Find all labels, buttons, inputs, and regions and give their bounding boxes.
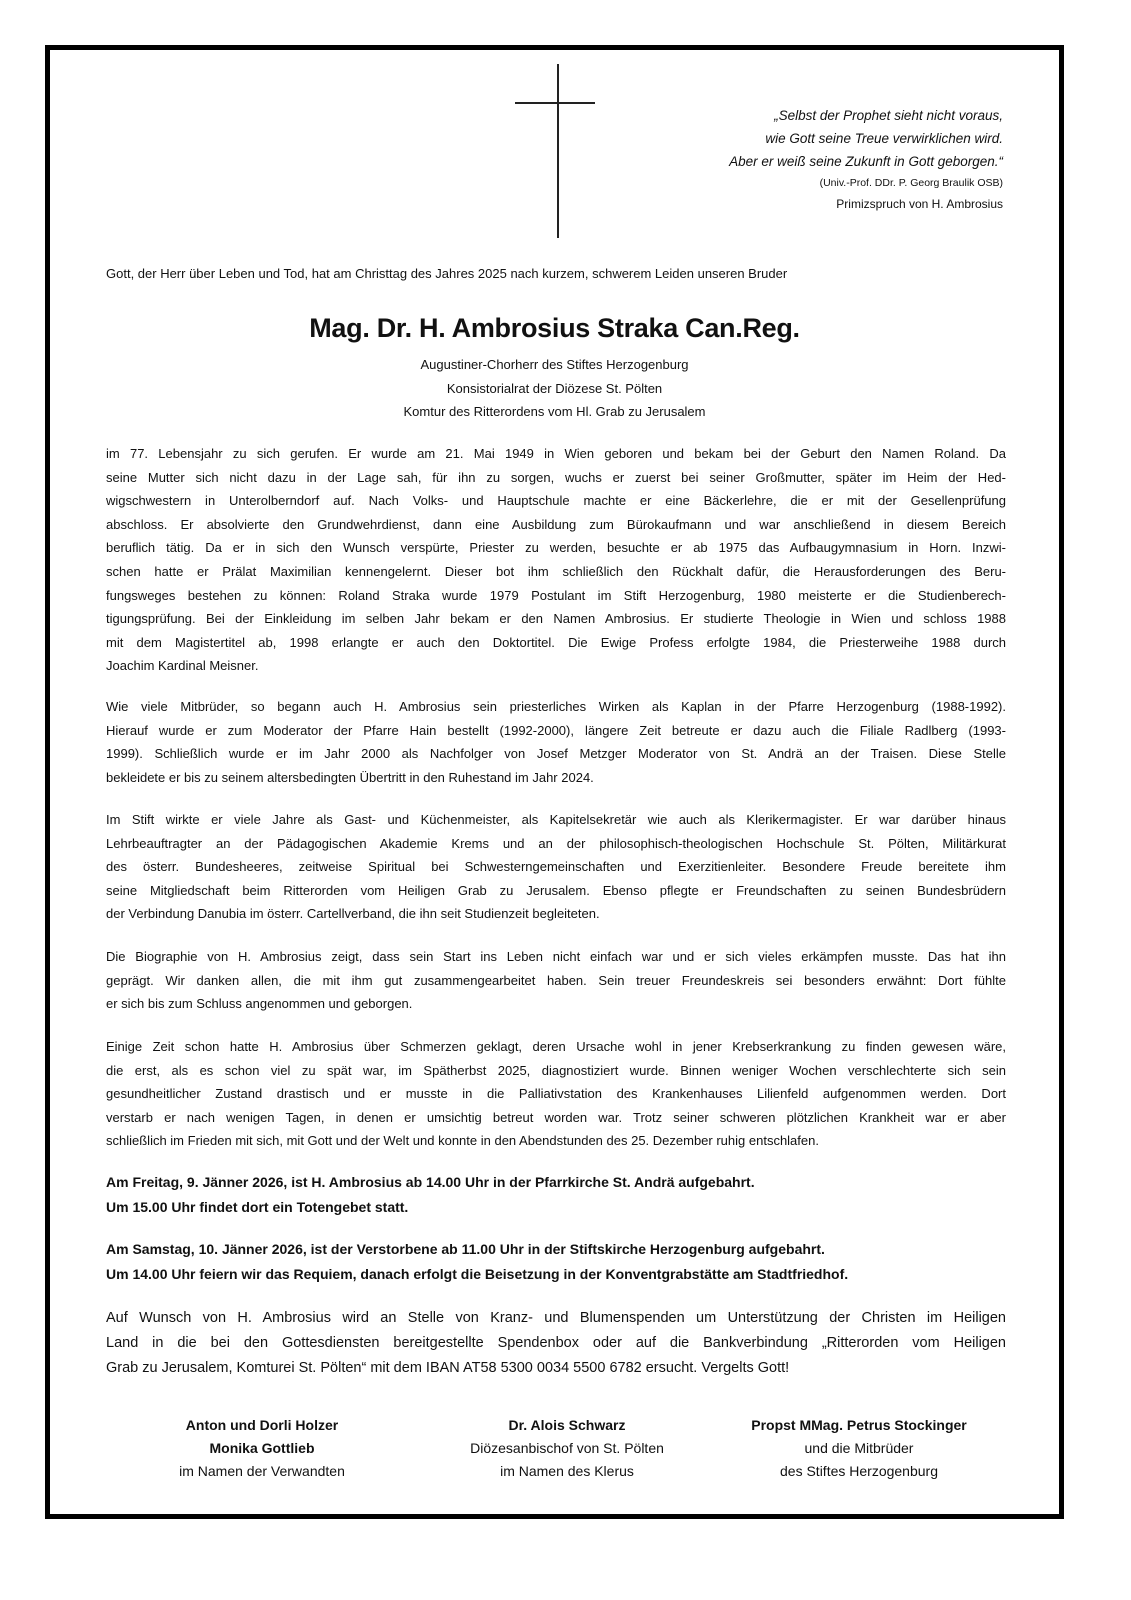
deceased-title: Augustiner-Chorherr des Stiftes Herzogenburg [420, 357, 689, 372]
text-line: schließlich im Frieden mit sich, mit Gott und der Welt und konnte in den Abendstunden des 25. Dezember ruhig entschlafen. [106, 1133, 819, 1149]
deceased-title: Komtur des Ritterordens vom Hl. Grab zu Jerusalem [403, 404, 706, 419]
event-viewing-friday [106, 1170, 755, 1220]
signatory-name: Anton und Dorli Holzer [185, 1417, 339, 1433]
event-line: Am Freitag, 9. Jänner 2026, ist H. Ambrosius ab 14.00 Uhr in der Pfarrkirche St. Andrä aufgebahrt. [106, 1174, 755, 1190]
signatory-name: Dr. Alois Schwarz [508, 1417, 626, 1433]
event-line: Um 14.00 Uhr feiern wir das Requiem, danach erfolgt die Beisetzung in der Konventgrabstätte am Stadtfriedhof. [106, 1266, 849, 1282]
text-line: tigungsprüfung. Bei der Einkleidung im selben Jahr bekam er den Namen Ambrosius. Er studierte Theologie in Wien und schloss 1988 [106, 611, 1006, 627]
biography-paragraph-2 [106, 695, 1006, 789]
signatory-role: und die Mitbrüder [804, 1440, 914, 1456]
donation-request [106, 1306, 1006, 1381]
text-line: im 77. Lebensjahr zu sich gerufen. Er wurde am 21. Mai 1949 in Wien geboren und bekam bei der Geburt den Namen Roland. Da [106, 446, 1006, 461]
text-line: verstarb er nach wenigen Tagen, in denen er umsichtig betreut worden war. Trotz seiner schweren plötzlichen Krankheit war er aber [106, 1109, 1006, 1125]
text-line: fungsweges bestehen zu können: Roland Straka wurde 1979 Postulant im Stift Herzogenburg, 1980 meisterte er die Studienberech- [106, 587, 1006, 603]
biography-paragraph-4 [106, 945, 1006, 1016]
event-requiem-saturday [106, 1237, 848, 1287]
text-line: schen hatte er Prälat Maximilian kennengelernt. Dieser bot ihm schließlich den Rückhalt dafür, die Herausforderungen des Beru- [106, 563, 1006, 579]
signatory-role: im Namen des Klerus [500, 1463, 634, 1479]
text-line: der Verbindung Danubia im österr. Cartellverband, die ihn seit Studienzeit begleiteten. [106, 906, 600, 922]
text-line: Lehrbeauftragter an der Pädagogischen Akademie Krems und an der philosophisch-theologischen Hochschule St. Pölten, Militärkurat [106, 835, 1006, 851]
event-line: Um 15.00 Uhr findet dort ein Totengebet statt. [106, 1199, 409, 1215]
text-line: beruflich tätig. Da er in sich den Wunsch verspürte, Priester zu werden, besuchte er ab 1975 das Aufbaugymnasium in Horn. Inzwi- [106, 540, 1006, 556]
signatory-role: des Stiftes Herzogenburg [780, 1463, 938, 1479]
text-line: Die Biographie von H. Ambrosius zeigt, dass sein Start ins Leben nicht einfach war und er sich vieles erkämpfen musste. Das hat ihn [106, 949, 1006, 964]
text-line: Wie viele Mitbrüder, so begann auch H. Ambrosius sein priesterliches Wirken als Kaplan in der Pfarre Herzogenburg (1988-1992). [106, 699, 1006, 714]
text-line: Auf Wunsch von H. Ambrosius wird an Stelle von Kranz- und Blumenspenden um Unterstützung der Christen im Heiligen [106, 1310, 1006, 1326]
text-line: Einige Zeit schon hatte H. Ambrosius über Schmerzen geklagt, deren Ursache wohl in jener Krebserkrankung zu finden gewesen wäre, [106, 1039, 1006, 1054]
motto-quote-line: Aber er weiß seine Zukunft in Gott geborgen.“ [729, 154, 1003, 169]
cross-vertical-beam [557, 64, 559, 238]
cross-horizontal-beam [515, 102, 595, 104]
text-line: seine Mutter sich nicht dazu in der Lage sah, für ihn zu sorgen, wuchs er zuerst bei seiner Großmutter, später im Heim der Hed- [106, 469, 1006, 485]
text-line: Joachim Kardinal Meisner. [106, 658, 259, 674]
signature-bishop [417, 1414, 717, 1483]
text-line: wigschwestern in Unterolberndorf auf. Nach Volks- und Hauptschule machte er eine Bäckerlehre, die er mit der Gesellenprüfung [106, 493, 1006, 509]
motto-label: Primizspruch von H. Ambrosius [836, 197, 1003, 211]
event-line: Am Samstag, 10. Jänner 2026, ist der Verstorbene ab 11.00 Uhr in der Stiftskirche Herzogenburg aufgebahrt. [106, 1241, 825, 1257]
signatory-role: im Namen der Verwandten [179, 1463, 345, 1479]
biography-paragraph-1 [106, 442, 1006, 678]
text-line: er sich bis zum Schluss angenommen und geborgen. [106, 996, 413, 1012]
intro-sentence: Gott, der Herr über Leben und Tod, hat am Christtag des Jahres 2025 nach kurzem, schwerem Leiden unseren Bruder [106, 266, 788, 281]
text-line: des österr. Bundesheeres, zeitweise Spiritual bei Schwesterngemeinschaften und Exerzitienleiter. Besondere Freude bereitete ihm [106, 859, 1006, 875]
text-line: Hierauf wurde er zum Moderator der Pfarre Hain bestellt (1992-2000), längere Zeit betreute er dazu auch die Filiale Radlberg (1993- [106, 722, 1006, 738]
biography-paragraph-5 [106, 1035, 1006, 1153]
signatory-role: Diözesanbischof von St. Pölten [470, 1440, 664, 1456]
signature-family [112, 1414, 412, 1483]
text-line: geprägt. Wir danken allen, die mit ihm gut zusammengearbeitet haben. Sein treuer Freundeskreis sei besonders erwähnt: Dort fühlte [106, 972, 1006, 988]
text-line: gesundheitlicher Zustand drastisch und er musste in die Palliativstation des Krankenhauses Lilienfeld aufgenommen werden. Dort [106, 1086, 1006, 1102]
text-line: Grab zu Jerusalem, Komturei St. Pölten“ mit dem IBAN AT58 5300 0034 5500 6782 ersucht. Vergelts Gott! [106, 1360, 790, 1376]
motto-quote-line: „Selbst der Prophet sieht nicht voraus, [774, 108, 1003, 123]
text-line: Im Stift wirkte er viele Jahre als Gast- und Küchenmeister, als Kapitelsekretär wie auch als Klerikermagister. Er war darüber hinaus [106, 812, 1006, 827]
text-line: seine Mitgliedschaft beim Ritterorden vom Heiligen Grab zu Jerusalem. Ebenso pflegte er Freundschaften zu seinen Bundesbrüdern [106, 882, 1006, 898]
signature-provost [709, 1414, 1009, 1483]
text-line: abschloss. Er absolvierte den Grundwehrdienst, dann eine Ausbildung zum Bürokaufmann und war anschließend in diesem Bereich [106, 516, 1006, 532]
signatory-name: Propst MMag. Petrus Stockinger [751, 1417, 967, 1433]
deceased-name: Mag. Dr. H. Ambrosius Straka Can.Reg. [309, 313, 800, 343]
text-line: die erst, als es schon viel zu spät war, im Spätherbst 2025, diagnostiziert wurde. Binnen weniger Wochen verschlechterte sich sein [106, 1062, 1006, 1078]
text-line: bekleidete er bis zu seinem altersbedingten Übertritt in den Ruhestand im Jahr 2024. [106, 769, 594, 785]
primiz-motto [729, 104, 1003, 215]
text-line: mit dem Magistertitel ab, 1998 erlangte er auch den Doktortitel. Die Ewige Profess erfolgte 1984, die Priesterweihe 1988 durch [106, 634, 1006, 650]
motto-author: (Univ.-Prof. DDr. P. Georg Braulik OSB) [819, 177, 1003, 189]
biography-paragraph-3 [106, 808, 1006, 926]
motto-quote-line: wie Gott seine Treue verwirklichen wird. [765, 131, 1003, 146]
text-line: Land in die bei den Gottesdiensten bereitgestellte Spendenbox oder auf die Bankverbindung „Ritterorden vom Heiligen [106, 1335, 1006, 1351]
text-line: 1999). Schließlich wurde er im Jahr 2000 als Nachfolger von Josef Metzger Moderator von St. Andrä an der Traisen. Diese Stelle [106, 746, 1006, 762]
deceased-titles [0, 353, 1109, 424]
signatory-name: Monika Gottlieb [209, 1440, 315, 1456]
deceased-title: Konsistorialrat der Diözese St. Pölten [446, 380, 663, 396]
